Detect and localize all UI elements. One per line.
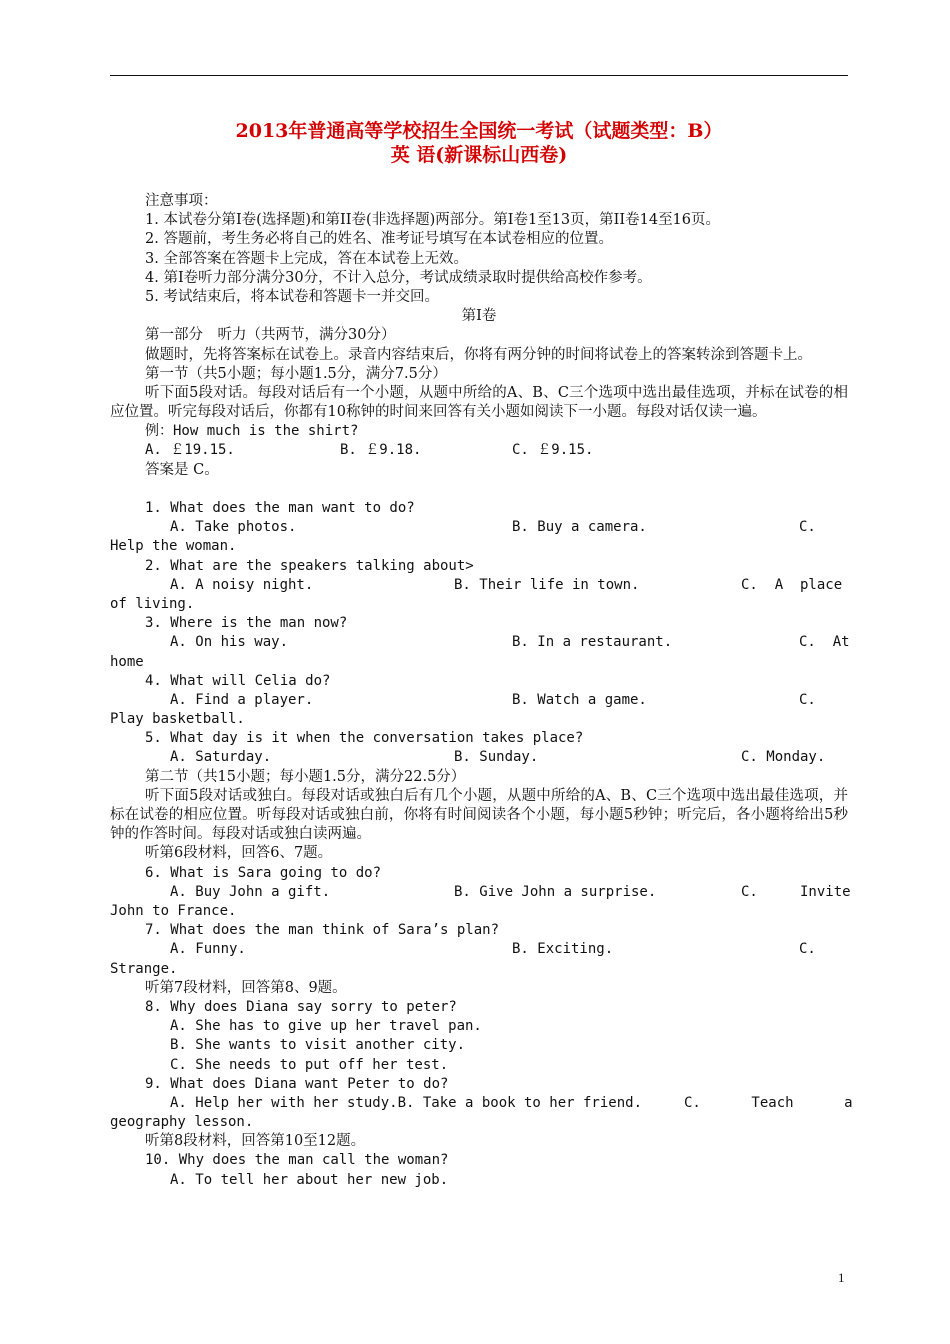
question: 7. What does the man think of Sara’s plan? [145,922,500,939]
note-item: 2. 答题前，考生务必将自己的姓名、准考证号填写在本试卷相应的位置。 [145,231,613,248]
question-options [110,940,848,959]
material-6-heading: 听第6段材料，回答6、7题。 [145,845,333,862]
exam-subtitle: 英 语(新课标山西卷) [390,144,568,166]
example-question: 例：How much is the shirt? [145,423,359,440]
option-a: A. Find a player. [170,691,314,708]
exam-title: 2013年普通高等学校招生全国统一考试（试题类型：B） [235,120,723,142]
option-c: C. [799,691,816,708]
option-a: A. Funny. [170,941,246,958]
option-b: B. Exciting. [512,941,614,958]
section1-heading: 第一节（共5小题；每小题1.5分，满分7.5分） [145,365,447,382]
question: 6. What is Sara going to do? [145,864,382,881]
option-a: A. She has to give up her travel pan. [170,1018,482,1035]
question-options [110,633,848,652]
option-c-continued: geography lesson. [110,1114,254,1131]
option-c: C. [799,519,816,536]
option-c-continued: home [110,653,144,670]
section2-heading: 第二节（共15小题；每小题1.5分，满分22.5分） [145,768,466,785]
example-options [110,441,848,460]
option-a: A. Buy John a gift. [170,883,331,900]
option-c-continued: Play basketball. [110,711,245,728]
option-b: B. Their life in town. [454,576,640,593]
notes-heading: 注意事项： [145,193,218,209]
question: 5. What day is it when the conversation takes place? [145,730,584,747]
option-b: B. She wants to visit another city. [170,1037,466,1054]
header-rule [110,75,848,76]
option-c: C. She needs to put off her test. [170,1056,449,1073]
part1-instructions: 做题时，先将答案标在试卷上。录音内容结束后，你将有两分钟的时间将试卷上的答案转涂到答题卡上。 [145,346,812,363]
option-a: A. To tell her about her new job. [170,1171,449,1188]
option-c: C. [799,941,816,958]
question: 8. Why does Diana say sorry to peter? [145,998,457,1015]
option-b: B. In a restaurant. [512,634,673,651]
question: 10. Why does the man call the woman? [145,1152,449,1169]
option-c-continued: Help the woman. [110,538,237,555]
option-a: A. On his way. [170,634,289,651]
question: 2. What are the speakers talking about> [145,557,474,574]
option-c: C. Monday. [741,749,826,766]
note-item: 5. 考试结束后，将本试卷和答题卡一并交回。 [145,288,439,305]
option-c-continued: John to France. [110,903,237,920]
note-item: 4. 第Ⅰ卷听力部分满分30分，不计入总分，考试成绩录取时提供给高校作参考。 [145,269,652,286]
option-c: C. Teach a [684,1094,853,1111]
option-ab: A. Help her with her study.B. Take a book to her friend. [170,1094,643,1111]
example-answer: 答案是 C。 [145,461,219,478]
option-b: B. Watch a game. [512,691,647,708]
material-7-heading: 听第7段材料，回答第8、9题。 [145,979,347,996]
question-options [110,748,848,767]
option-a: A. ￡19.15. [145,442,235,459]
exam-body [110,192,853,1190]
question: 9. What does Diana want Peter to do? [145,1075,449,1092]
option-c: C. Invite [741,883,851,900]
option-a: A. Saturday. [170,749,272,766]
option-c: C. At [799,634,850,651]
question-options [110,691,848,710]
option-c: C. A place [741,576,843,593]
page-number: 1 [838,1270,845,1285]
option-c: C. ￡9.15. [512,442,594,459]
question: 4. What will Celia do? [145,672,331,689]
note-item: 1. 本试卷分第Ⅰ卷(选择题)和第II卷(非选择题)两部分。第Ⅰ卷1至13页，第II卷14至16页。 [145,212,721,229]
material-8-heading: 听第8段材料，回答第10至12题。 [145,1133,366,1150]
option-b: B. Buy a camera. [512,519,647,536]
question: 3. Where is the man now? [145,615,348,632]
option-b: B. Give John a surprise. [454,883,657,900]
option-c-continued: Strange. [110,960,178,977]
option-b: B. ￡9.18. [340,442,422,459]
question-options [110,1094,853,1113]
option-b: B. Sunday. [454,749,539,766]
option-c-continued: of living. [110,595,195,612]
question: 1. What does the man want to do? [145,500,415,517]
question-options [110,576,848,595]
question-options [110,883,851,902]
part1-heading: 第一部分 听力（共两节，满分30分） [145,327,396,344]
option-a: A. Take photos. [170,519,297,536]
volume-label: 第Ⅰ卷 [461,308,497,325]
section2-instructions: 听下面5段对话或独白。每段对话或独白后有几个小题，从题中所给的A、B、C三个选项中选出最佳选项，并标在试卷的相应位置。听每段对话或独白前，你将有时间阅读各个小题，每小题5秒钟；听完后，各小题将给出5秒钟的作答时间。每段对话或独白读两遍。 [110,787,848,843]
note-item: 3. 全部答案在答题卡上完成，答在本试卷上无效。 [145,250,468,267]
question-options [110,518,848,537]
option-a: A. A noisy night. [170,576,314,593]
section1-instructions: 听下面5段对话。每段对话后有一个小题，从题中所给的A、B、C三个选项中选出最佳选项，并标在试卷的相应位置。听完每段对话后，你都有10称钟的时间来回答有关小题如阅读下一小题。每段对话仅读一遍。 [110,384,848,421]
